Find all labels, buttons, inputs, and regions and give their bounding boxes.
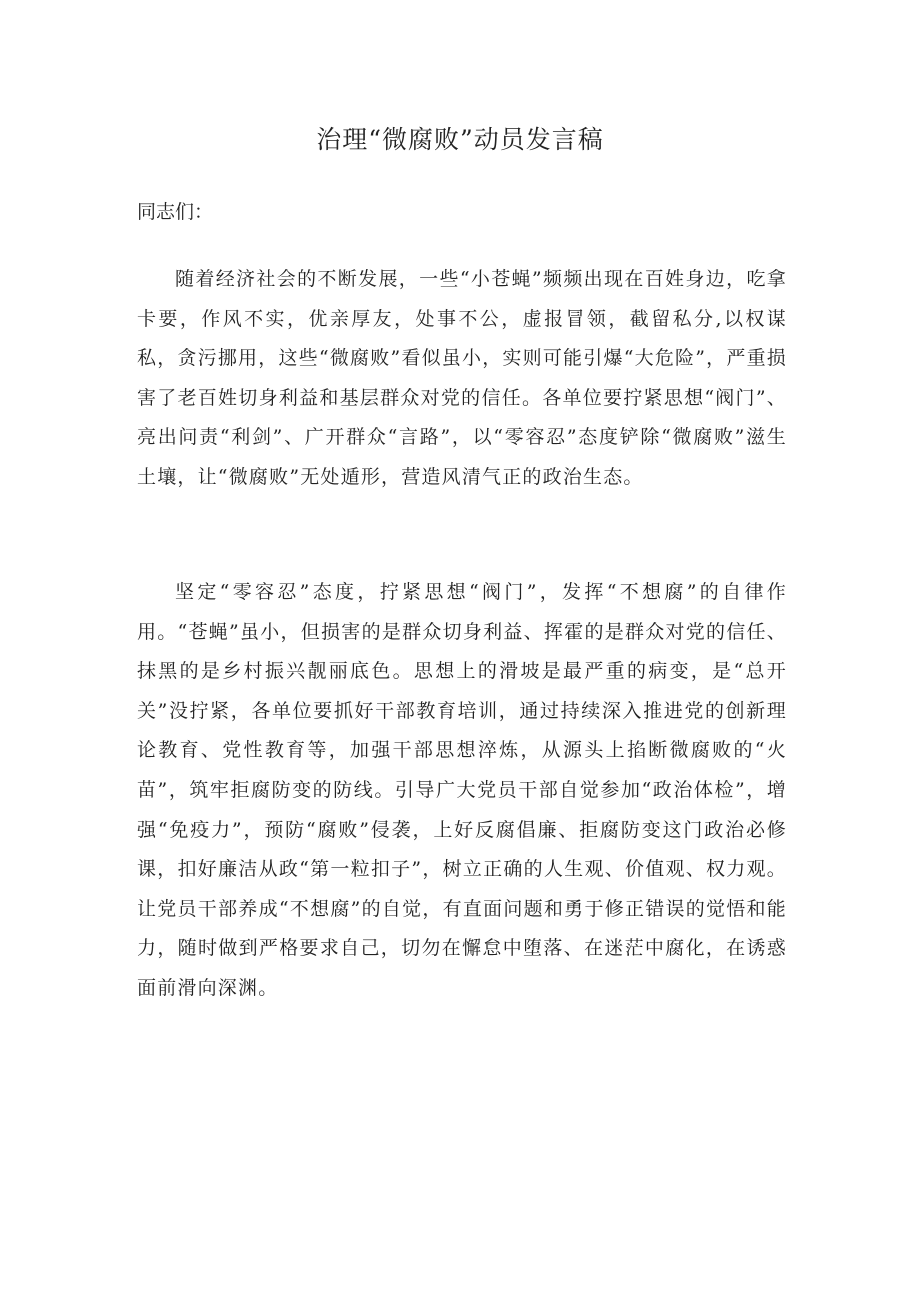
body-paragraph-2: 坚定“零容忍”态度，拧紧思想“阀门”，发挥“不想腐”的自律作用。“苍蝇”虽小，但损害的是群众切身利益、挥霍的是群众对党的信任、抹黑的是乡村振兴靓丽底色。思想上的滑坡是最严重的病变，是“总开关”没拧紧，各单位要抓好干部教育培训，通过持续深入推进党的创新理论教育、党性教育等，加强干部思想淬炼，从源头上掐断微腐败的“火苗”，筑牢拒腐防变的防线。引导广大党员干部自觉参加“政治体检”，增强“免疫力”，预防“腐败”侵袭，上好反腐倡廉、拒腐防变这门政治必修课，扣好廉洁从政“第一粒扣子”，树立正确的人生观、价值观、权力观。让党员干部养成“不想腐”的自觉，有直面问题和勇于修正错误的觉悟和能力，随时做到严格要求自己，切勿在懈怠中堕落、在迷茫中腐化，在诱惑面前滑向深渊。 bbox=[137, 581, 787, 999]
body-paragraph-1: 随着经济社会的不断发展，一些“小苍蝇”频频出现在百姓身边，吃拿卡要，作风不实，优亲厚友，处事不公，虚报冒领，截留私分,以权谋私，贪污挪用，这些“微腐败”看似虽小，实则可能引爆“大危险”，严重损害了老百姓切身利益和基层群众对党的信任。各单位要拧紧思想“阀门”、亮出问责“利剑”、广开群众“言路”，以“零容忍”态度铲除“微腐败”滋生土壤，让“微腐败”无处遁形，营造风清气正的政治生态。 bbox=[137, 268, 787, 488]
salutation: 同志们： bbox=[137, 201, 214, 223]
document-title: 治理“微腐败”动员发言稿 bbox=[316, 125, 604, 154]
